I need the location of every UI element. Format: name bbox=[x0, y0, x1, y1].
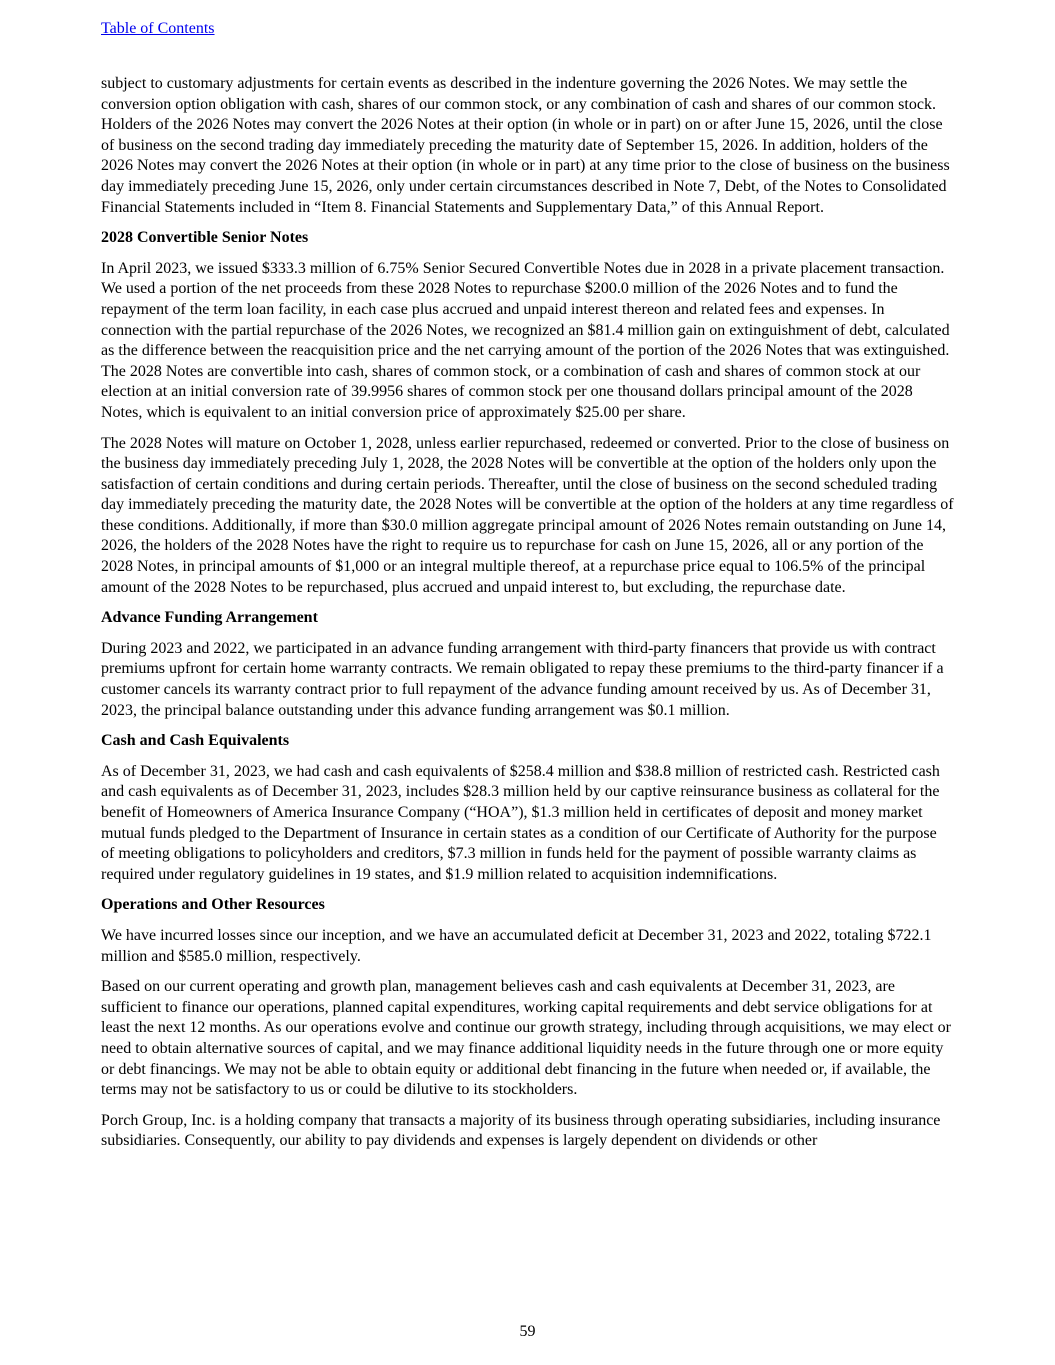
document-body bbox=[101, 74, 954, 1162]
paragraph-holding-company: Porch Group, Inc. is a holding company that transacts a majority of its business through operating subsidiaries, including insurance subsidiaries. Consequently, our ability to pay dividends and expenses is largely dependent on dividends or other bbox=[101, 1111, 941, 1150]
paragraph-advance-funding: During 2023 and 2022, we participated in an advance funding arrangement with third-party financers that provide us with contract premiums upfront for certain home warranty contracts. We remain obligated to repay these premiums to the third-party financer if a customer cancels its warranty contract prior to full repayment of the advance funding amount received by us. As of December 31, 2023, the principal balance outstanding under this advance funding arrangement was $0.1 million. bbox=[101, 639, 944, 719]
paragraph-2026-notes-conversion: subject to customary adjustments for certain events as described in the indenture governing the 2026 Notes. We may settle the conversion option obligation with cash, shares of our common stock, or any combination of cash and shares of our common stock. Holders of the 2026 Notes may convert the 2026 Notes at their option (in whole or in part) on or after June 15, 2026, until the close of business on the second trading day immediately preceding the maturity date of September 15, 2026. In addition, holders of the 2026 Notes may convert the 2026 Notes at their option (in whole or in part) at any time prior to the close of business on the business day immediately preceding June 15, 2026, only under certain circumstances described in Note 7, Debt, of the Notes to Consolidated Financial Statements included in “Item 8. Financial Statements and Supplementary Data,” of this Annual Report. bbox=[101, 75, 950, 216]
paragraph-accumulated-deficit: We have incurred losses since our inception, and we have an accumulated deficit at December 31, 2023 and 2022, totaling $722.1 million and $585.0 million, respectively. bbox=[101, 926, 932, 965]
paragraph-2028-notes-issuance: In April 2023, we issued $333.3 million of 6.75% Senior Secured Convertible Notes due in 2028 in a private placement transaction. We used a portion of the net proceeds from these 2028 Notes to repurchase $200.0 million of the 2026 Notes and to fund the repayment of the term loan facility, in each case plus accrued and unpaid interest thereon and related fees and expenses. In connection with the partial repurchase of the 2026 Notes, we recognized an $81.4 million gain on extinguishment of debt, calculated as the difference between the reacquisition price and the net carrying amount of the portion of the 2026 Notes that was extinguished. The 2028 Notes are convertible into cash, shares of common stock, or a combination of cash and shares of common stock at our election at an initial conversion rate of 39.9956 shares of common stock per one thousand dollars principal amount of the 2028 Notes, which is equivalent to an initial conversion price of approximately $25.00 per share. bbox=[101, 259, 950, 421]
page-number: 59 bbox=[519, 1323, 536, 1340]
table-of-contents-link[interactable]: Table of Contents bbox=[101, 20, 215, 37]
section-heading-advance-funding: Advance Funding Arrangement bbox=[101, 609, 318, 627]
section-heading-2028-convertible-senior-notes: 2028 Convertible Senior Notes bbox=[101, 229, 309, 247]
section-heading-operations-resources: Operations and Other Resources bbox=[101, 896, 325, 914]
paragraph-cash-equivalents: As of December 31, 2023, we had cash and cash equivalents of $258.4 million and $38.8 million of restricted cash. Restricted cash and cash equivalents as of December 31, 2023, includes $28.3 million held by our captive reinsurance business as collateral for the benefit of Homeowners of America Insurance Company (“HOA”), $1.3 million held in certificates of deposit and money market mutual funds pledged to the Department of Insurance in certain states as a condition of our Certificate of Authority for the purpose of meeting obligations to policyholders and creditors, $7.3 million in funds held for the payment of possible warranty claims as required under regulatory guidelines in 19 states, and $1.9 million related to acquisition indemnifications. bbox=[101, 762, 940, 883]
paragraph-liquidity-outlook: Based on our current operating and growth plan, management believes cash and cash equivalents at December 31, 2023, are sufficient to finance our operations, planned capital expenditures, working capital requirements and debt service obligations for at least the next 12 months. As our operations evolve and continue our growth strategy, including through acquisitions, we may elect or need to obtain alternative sources of capital, and we may finance additional liquidity needs in the future through one or more equity or debt financings. We may not be able to obtain equity or additional debt financing in the future when needed or, if available, the terms may not be satisfactory to us or could be dilutive to its stockholders. bbox=[101, 978, 951, 1099]
paragraph-2028-notes-maturity: The 2028 Notes will mature on October 1, 2028, unless earlier repurchased, redeemed or converted. Prior to the close of business on the business day immediately preceding July 1, 2028, the 2028 Notes will be convertible at the option of the holders only upon the satisfaction of certain conditions and during certain periods. Thereafter, until the close of business on the second scheduled trading day immediately preceding the maturity date, the 2028 Notes will be convertible at the option of the holders at any time regardless of these conditions. Additionally, if more than $30.0 million aggregate principal amount of 2026 Notes remain outstanding on June 14, 2026, the holders of the 2028 Notes have the right to require us to repurchase for cash on June 15, 2026, all or any portion of the 2028 Notes, in principal amounts of $1,000 or an integral multiple thereof, at a repurchase price equal to 106.5% of the principal amount of the 2028 Notes to be repurchased, plus accrued and unpaid interest to, but excluding, the repurchase date. bbox=[101, 434, 954, 596]
section-heading-cash-equivalents: Cash and Cash Equivalents bbox=[101, 732, 290, 750]
